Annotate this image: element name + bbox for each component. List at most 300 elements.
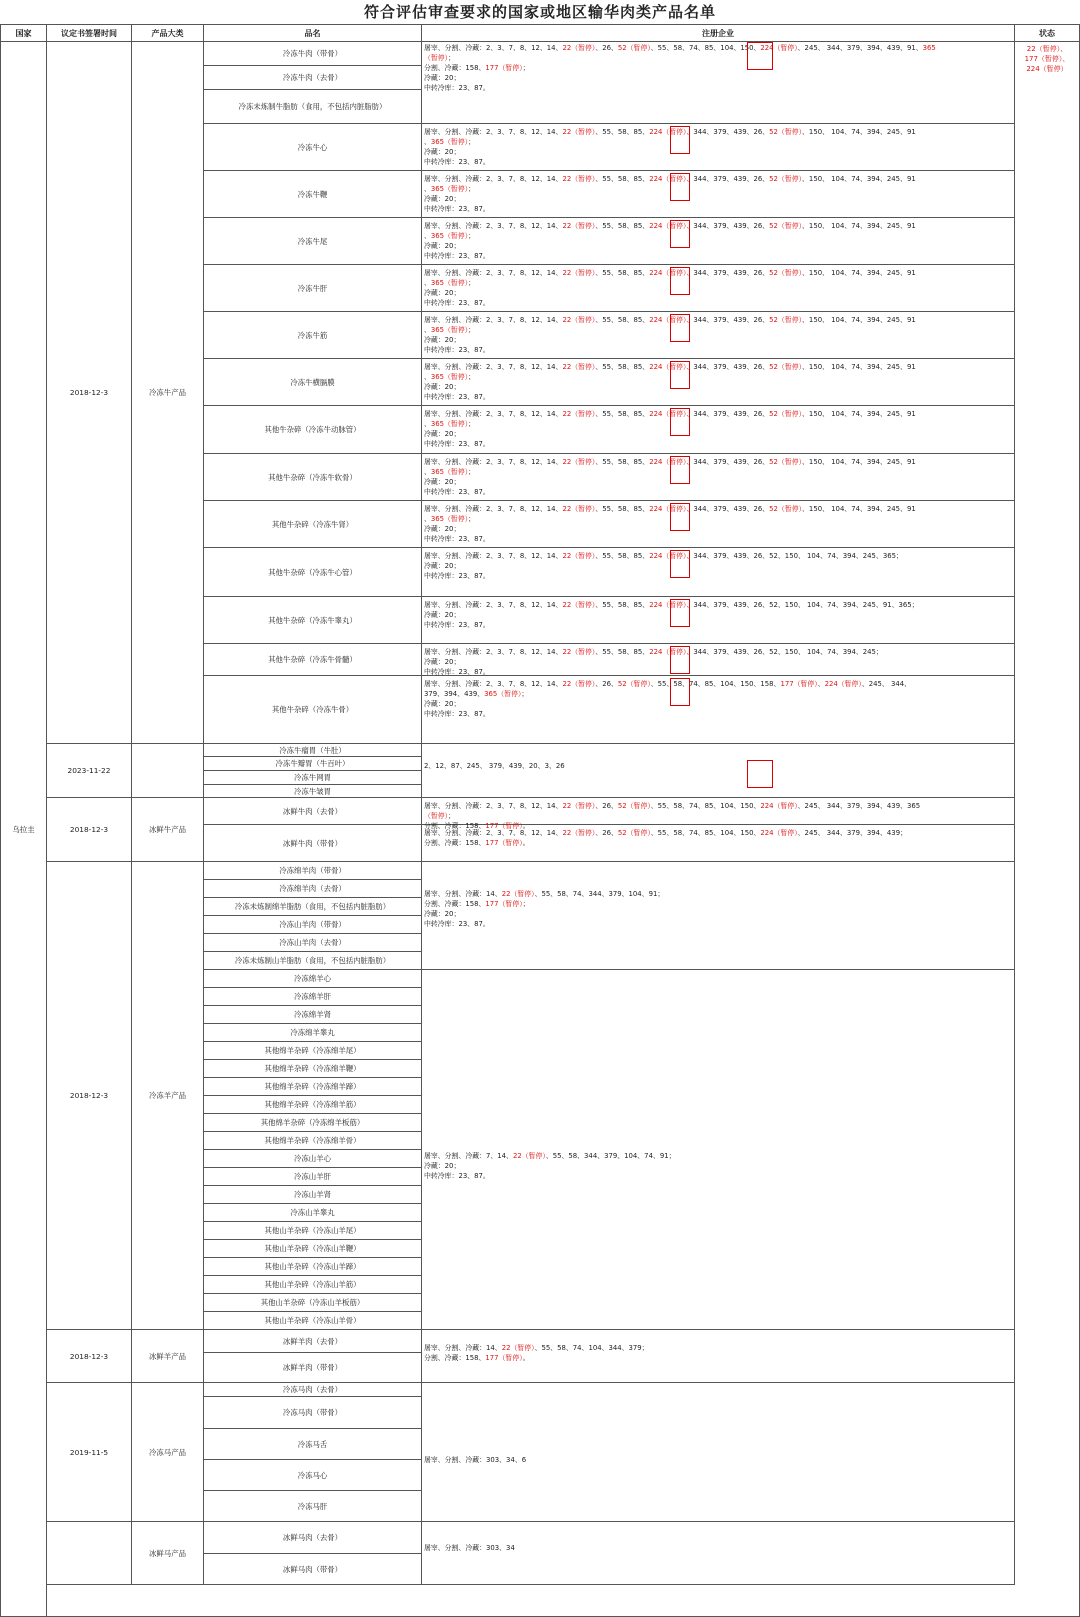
enterprise-text: 、 xyxy=(424,137,431,146)
suspended-enterprise: 177（暂停） xyxy=(485,63,523,72)
enterprise-line xyxy=(424,802,1012,812)
enterprise-cell xyxy=(422,1522,1015,1585)
product-row xyxy=(204,359,422,406)
enterprise-text: ； xyxy=(521,689,529,698)
product-name: 其他牛杂碎（冷冻牛肾） xyxy=(271,519,354,529)
product-row xyxy=(204,825,422,862)
product-row xyxy=(204,548,422,597)
enterprise-text: 中转冷库：23、87。 xyxy=(424,204,490,213)
suspended-enterprise: 22（暂停） xyxy=(562,680,596,688)
product-name: 冷冻牛网胃 xyxy=(294,773,331,782)
product-name: 冷冻绵羊肾 xyxy=(294,1010,331,1019)
product-row xyxy=(204,1222,422,1240)
suspended-enterprise: 52（暂停） xyxy=(617,680,651,688)
product-name: 其他牛杂碎（冷冻牛软骨） xyxy=(268,472,357,482)
enterprise-cell xyxy=(422,676,1015,744)
product-name: 冷冻马舌 xyxy=(297,1439,328,1449)
enterprise-text: 、344、379、439、26、52、150、 104、74、394、245； xyxy=(686,648,883,656)
category-cell xyxy=(132,744,204,798)
enterprise-text: 、150、 104、74、394、245、91 xyxy=(802,410,916,418)
enterprise-text: 中转冷库：23、87。 xyxy=(424,571,490,580)
suspended-enterprise: 52（暂停） xyxy=(617,802,651,810)
product-name: 其他绵羊杂碎（冷冻绵羊骨） xyxy=(264,1136,361,1145)
enterprise-text: 中转冷库：23、87。 xyxy=(424,83,490,92)
enterprise-cell xyxy=(422,218,1015,265)
product-row xyxy=(204,1460,422,1491)
product-row xyxy=(204,1078,422,1096)
enterprise-text: ； xyxy=(468,372,476,381)
product-row xyxy=(204,312,422,359)
product-row xyxy=(204,970,422,988)
enterprise-text: 屠宰、分割、冷藏：303、34 xyxy=(424,1544,515,1552)
enterprise-cell xyxy=(422,454,1015,501)
enterprise-cell xyxy=(422,744,1015,798)
product-row xyxy=(204,1060,422,1078)
enterprise-text: 冷藏：20； xyxy=(424,909,461,918)
enterprise-line xyxy=(424,535,1012,545)
signing-date: 2018-12-3 xyxy=(69,1091,109,1100)
enterprise-line xyxy=(424,710,1012,720)
product-row xyxy=(204,1554,422,1585)
product-name: 其他绵羊杂碎（冷冻绵羊蹄） xyxy=(264,1082,361,1091)
enterprise-line xyxy=(424,829,1012,839)
enterprise-line xyxy=(424,279,1012,289)
enterprise-text: 屠宰、分割、冷藏：2、3、7、8、12、14、 xyxy=(424,316,563,324)
enterprise-text: 、55、58、74、344、379、104、91； xyxy=(534,890,665,898)
product-name: 冷冻马肉（带骨） xyxy=(282,1408,343,1417)
enterprise-line xyxy=(424,920,1012,930)
enterprise-line xyxy=(424,232,1012,242)
enterprise-cell xyxy=(422,644,1015,676)
enterprise-line xyxy=(424,680,1012,690)
enterprise-line xyxy=(424,910,1012,920)
enterprise-line xyxy=(424,336,1012,346)
enterprise-text: 、26、 xyxy=(595,829,618,837)
enterprise-text: 屠宰、分割、冷藏：2、3、7、8、12、14、 xyxy=(424,222,563,230)
product-name: 其他牛杂碎（冷冻牛动脉管） xyxy=(264,425,361,434)
enterprise-line xyxy=(424,430,1012,440)
product-name: 冷冻牛肉（去骨） xyxy=(282,73,343,82)
enterprise-text: 中转冷库：23、87。 xyxy=(424,392,490,401)
product-row xyxy=(204,1024,422,1042)
enterprise-text: 屠宰、分割、冷藏：2、3、7、8、12、14、 xyxy=(424,601,563,609)
signing-date: 2023-11-22 xyxy=(67,766,111,775)
status-text xyxy=(1025,42,1070,74)
enterprise-line xyxy=(424,658,1012,668)
enterprise-text: 、344、379、439、26、 xyxy=(686,458,770,466)
product-row xyxy=(204,862,422,880)
highlight-box xyxy=(747,42,773,70)
enterprise-cell xyxy=(422,265,1015,312)
enterprise-line xyxy=(424,690,1012,700)
enterprise-text: 、55、58、74、104、344、379； xyxy=(534,1344,649,1352)
product-row xyxy=(204,1522,422,1554)
enterprise-cell xyxy=(422,501,1015,548)
product-name: 冷冻牛瓣胃（牛百叶） xyxy=(275,759,350,768)
enterprise-text: 、 xyxy=(424,278,431,287)
product-name: 冷冻山羊肉（带骨） xyxy=(279,920,346,929)
enterprise-text: 分割、冷藏：158、 xyxy=(424,63,486,72)
enterprise-text: 、 xyxy=(424,467,431,476)
category-name: 冰鲜牛产品 xyxy=(149,825,186,834)
category-cell xyxy=(132,862,204,1330)
enterprise-line xyxy=(424,148,1012,158)
enterprise-line xyxy=(424,458,1012,468)
enterprise-text: 、55、58、74、85、104、150、158、 xyxy=(650,680,781,688)
enterprise-cell xyxy=(422,825,1015,862)
enterprise-text: 中转冷库：23、87。 xyxy=(424,919,490,928)
product-name: 其他绵羊杂碎（冷冻绵羊板筋） xyxy=(260,1118,365,1127)
enterprise-text: 屠宰、分割、冷藏：2、3、7、8、12、14、 xyxy=(424,505,563,513)
enterprise-line xyxy=(424,1344,1012,1354)
enterprise-line xyxy=(424,222,1012,232)
highlight-box xyxy=(670,314,690,342)
enterprise-line xyxy=(424,468,1012,478)
date-cell xyxy=(47,1522,132,1585)
product-name: 其他山羊杂碎（冷冻山羊蹄） xyxy=(264,1262,361,1271)
enterprise-text: 、344、379、439、26、 xyxy=(686,175,770,183)
enterprise-text: 、150、 104、74、394、245、91 xyxy=(802,222,916,230)
enterprise-line xyxy=(424,74,1012,84)
category-cell xyxy=(132,1330,204,1383)
suspended-enterprise: 365（暂停） xyxy=(484,689,522,698)
enterprise-text: 、344、379、439、26、52、150、 104、74、394、245、365； xyxy=(686,552,903,560)
category-cell xyxy=(132,42,204,744)
suspended-enterprise: 365（暂停） xyxy=(430,514,469,523)
enterprise-text: 冷藏：20； xyxy=(424,241,461,250)
suspended-enterprise: 22（暂停） xyxy=(562,829,596,837)
suspended-enterprise: 224（暂停） xyxy=(649,363,687,371)
enterprise-text: 、245、 344、379、394、439、91、 xyxy=(797,44,923,52)
enterprise-cell xyxy=(422,798,1015,830)
product-name: 冷冻山羊肝 xyxy=(294,1172,331,1181)
product-name: 其他牛杂碎（冷冻牛骨） xyxy=(271,705,354,714)
product-name: 冷冻未炼制绵羊脂肪（食用，不包括内脏脂肪） xyxy=(234,902,391,911)
product-name: 其他山羊杂碎（冷冻山羊筋） xyxy=(264,1280,361,1289)
enterprise-text: 、344、379、439、26、52、150、 104、74、394、245、91、365； xyxy=(686,601,919,609)
enterprise-text: 屠宰、分割、冷藏：7、14、 xyxy=(424,1152,513,1160)
enterprise-text: 冷藏：20； xyxy=(424,561,461,570)
enterprise-text: 379、394、439、 xyxy=(424,689,485,698)
product-name: 其他山羊杂碎（冷冻山羊板筋） xyxy=(260,1298,365,1307)
product-row xyxy=(204,952,422,970)
enterprise-text: ； xyxy=(468,278,476,287)
suspended-enterprise: 52（暂停） xyxy=(769,128,803,136)
product-row xyxy=(204,785,422,798)
enterprise-cell xyxy=(422,970,1015,1330)
product-row xyxy=(204,1096,422,1114)
header-enterprises: 注册企业 xyxy=(422,24,1015,42)
enterprise-line xyxy=(424,252,1012,262)
enterprise-text: 、344、379、439、26、 xyxy=(686,222,770,230)
suspended-enterprise: 22（暂停） xyxy=(562,363,596,371)
enterprise-text: 屠宰、分割、冷藏：303、34、6 xyxy=(424,1456,527,1464)
enterprise-line xyxy=(424,762,1012,772)
category-name: 冷冻牛产品 xyxy=(149,388,186,397)
enterprise-text: 、55、58、85、 xyxy=(595,601,650,609)
suspended-enterprise: 22（暂停） xyxy=(562,458,596,466)
enterprise-text: 中转冷库：23、87。 xyxy=(424,298,490,307)
suspended-enterprise: 224（暂停） xyxy=(649,458,687,466)
enterprise-text: 冷藏：20； xyxy=(424,610,461,619)
enterprise-text: 、 xyxy=(424,231,431,240)
enterprise-text: 、344、379、439、26、 xyxy=(686,128,770,136)
suspended-enterprise: 365（暂停） xyxy=(430,419,469,428)
product-name: 冷冻牛肝 xyxy=(297,283,328,293)
signing-date: 2019-11-5 xyxy=(69,1447,109,1457)
product-name: 冷冻未炼制牛脂肪（食用，不包括内脏脂肪） xyxy=(238,102,387,111)
highlight-box xyxy=(670,126,690,154)
enterprise-line xyxy=(424,488,1012,498)
product-row xyxy=(204,988,422,1006)
enterprise-text: 、26、 xyxy=(595,802,618,810)
enterprise-text: 、 xyxy=(817,680,825,688)
enterprise-text: 屠宰、分割、冷藏：2、3、7、8、12、14、 xyxy=(424,269,563,277)
enterprise-line xyxy=(424,326,1012,336)
suspended-enterprise: 224（暂停） xyxy=(649,410,687,418)
enterprise-text: 、 xyxy=(424,372,431,381)
suspended-enterprise: 224（暂停） xyxy=(649,269,687,277)
product-name: 冰鲜羊肉（去骨） xyxy=(282,1336,343,1346)
enterprise-text: 、26、 xyxy=(595,44,618,52)
enterprise-text: 、344、379、439、26、 xyxy=(686,505,770,513)
product-name: 冷冻马肉（去骨） xyxy=(282,1385,343,1394)
signing-date: 2018-12-3 xyxy=(69,1351,109,1361)
enterprise-cell xyxy=(422,1330,1015,1383)
product-row xyxy=(204,1258,422,1276)
product-row xyxy=(204,66,422,90)
enterprise-text: 、55、58、74、85、104、150、 xyxy=(650,829,761,837)
enterprise-text: ； xyxy=(522,63,530,72)
suspended-enterprise: 365（暂停） xyxy=(430,137,469,146)
product-row xyxy=(204,1330,422,1353)
enterprise-text: 、 xyxy=(424,184,431,193)
product-name: 冷冻绵羊睾丸 xyxy=(290,1028,335,1037)
suspended-enterprise: （暂停） xyxy=(424,811,449,820)
enterprise-line xyxy=(424,195,1012,205)
enterprise-line xyxy=(424,621,1012,631)
suspended-enterprise: 365（暂停） xyxy=(430,278,469,287)
country-name: 乌拉圭 xyxy=(12,824,35,834)
enterprise-text: 、150、 104、74、394、245、91 xyxy=(802,316,916,324)
enterprise-text: 屠宰、分割、冷藏：2、3、7、8、12、14、 xyxy=(424,680,563,688)
enterprise-text: 、245、 344、379、394、439、365 xyxy=(797,802,921,810)
enterprise-text: 中转冷库：23、87。 xyxy=(424,251,490,260)
product-row xyxy=(204,454,422,501)
product-row xyxy=(204,1150,422,1168)
product-row xyxy=(204,644,422,676)
signing-date: 2018-12-3 xyxy=(69,388,109,397)
enterprise-line xyxy=(424,1544,1012,1554)
enterprise-text: 冷藏：20； xyxy=(424,477,461,486)
enterprise-line xyxy=(424,1172,1012,1182)
enterprise-cell xyxy=(422,312,1015,359)
enterprise-cell xyxy=(422,597,1015,644)
enterprise-line xyxy=(424,175,1012,185)
highlight-box xyxy=(670,456,690,484)
enterprise-text: 、55、58、85、 xyxy=(595,648,650,656)
enterprise-line xyxy=(424,185,1012,195)
suspended-enterprise: 22（暂停） xyxy=(512,1152,546,1160)
suspended-enterprise: 224（暂停） xyxy=(760,802,798,810)
enterprise-cell xyxy=(422,862,1015,970)
product-name: 其他牛杂碎（冷冻牛骨髓） xyxy=(268,655,357,664)
enterprise-text: 分割、冷藏：158、 xyxy=(424,838,486,847)
product-row xyxy=(204,265,422,312)
enterprise-text: 屠宰、分割、冷藏：2、3、7、8、12、14、 xyxy=(424,363,563,371)
enterprise-text: 中转冷库：23、87。 xyxy=(424,487,490,496)
product-name: 冰鲜羊肉（带骨） xyxy=(282,1363,343,1372)
product-name: 冷冻山羊睾丸 xyxy=(290,1208,335,1217)
enterprise-line xyxy=(424,505,1012,515)
suspended-enterprise: 52（暂停） xyxy=(617,829,651,837)
suspended-enterprise: 22（暂停） xyxy=(562,552,596,560)
enterprise-text: 屠宰、分割、冷藏：2、3、7、8、12、14、 xyxy=(424,648,563,656)
product-name: 冷冻牛鞭 xyxy=(297,189,328,199)
enterprise-text: 中转冷库：23、87。 xyxy=(424,620,490,629)
product-row xyxy=(204,898,422,916)
enterprise-line xyxy=(424,552,1012,562)
product-name: 冰鲜马肉（带骨） xyxy=(282,1564,343,1574)
enterprise-text: 2、12、87、245、 379、439、20、3、26 xyxy=(424,762,565,770)
header-product: 品名 xyxy=(204,24,422,42)
suspended-enterprise: 22（暂停） xyxy=(562,505,596,513)
suspended-enterprise: 52（暂停） xyxy=(769,505,803,513)
date-cell xyxy=(47,744,132,798)
suspended-enterprise: 22（暂停） xyxy=(562,601,596,609)
suspended-enterprise: 22（暂停） xyxy=(562,222,596,230)
enterprise-text: 、55、58、85、 xyxy=(595,128,650,136)
enterprise-line xyxy=(424,1152,1012,1162)
product-row xyxy=(204,798,422,825)
enterprise-cell xyxy=(422,406,1015,454)
enterprise-text: 冷藏：20； xyxy=(424,147,461,156)
product-name: 其他绵羊杂碎（冷冻绵羊筋） xyxy=(264,1100,361,1109)
enterprise-text: 冷藏：20； xyxy=(424,382,461,391)
enterprise-line xyxy=(424,289,1012,299)
suspended-enterprise: 22（暂停） xyxy=(562,44,596,52)
enterprise-text: 分割、冷藏：158、 xyxy=(424,1353,486,1362)
product-name: 冷冻绵羊肉（带骨） xyxy=(279,866,346,875)
enterprise-line xyxy=(424,373,1012,383)
enterprise-text: 、 xyxy=(424,419,431,428)
enterprise-text: 。 xyxy=(522,1353,530,1362)
enterprise-text: 冷藏：20； xyxy=(424,1161,461,1170)
product-row xyxy=(204,771,422,785)
enterprise-text: 屠宰、分割、冷藏：14、 xyxy=(424,1344,502,1352)
product-name: 冷冻牛横膈膜 xyxy=(290,377,335,387)
product-row xyxy=(204,880,422,898)
suspended-enterprise: 22（暂停） xyxy=(562,269,596,277)
date-cell xyxy=(47,42,132,744)
suspended-enterprise: 224（暂停） xyxy=(649,648,687,656)
category-cell xyxy=(132,1522,204,1585)
enterprise-line xyxy=(424,420,1012,430)
product-row xyxy=(204,1491,422,1522)
enterprise-text: 、150、 104、74、394、245、91 xyxy=(802,269,916,277)
enterprise-text: 冷藏：20； xyxy=(424,194,461,203)
enterprise-text: 分割、冷藏：158、 xyxy=(424,899,486,908)
enterprise-line xyxy=(424,84,1012,94)
enterprise-line xyxy=(424,346,1012,356)
enterprise-text: ； xyxy=(448,811,456,820)
enterprise-text: ； xyxy=(448,53,456,62)
product-name: 冷冻绵羊心 xyxy=(294,974,331,983)
status-line: 224（暂停） xyxy=(1026,65,1068,73)
enterprise-line xyxy=(424,299,1012,309)
highlight-box xyxy=(670,220,690,248)
product-row xyxy=(204,1294,422,1312)
enterprise-text: 、55、58、85、 xyxy=(595,363,650,371)
product-name: 冰鲜马肉（去骨） xyxy=(282,1533,343,1542)
date-cell xyxy=(47,798,132,862)
enterprise-line xyxy=(424,812,1012,822)
product-row xyxy=(204,90,422,124)
date-cell xyxy=(47,862,132,1330)
product-name: 冰鲜牛肉（去骨） xyxy=(282,806,343,816)
enterprise-line xyxy=(424,410,1012,420)
product-name: 其他山羊杂碎（冷冻山羊骨） xyxy=(264,1316,361,1325)
enterprise-text: 、344、379、439、26、 xyxy=(686,410,770,418)
enterprise-text: 、55、58、85、 xyxy=(595,410,650,418)
enterprise-text: 冷藏：20； xyxy=(424,657,461,666)
suspended-enterprise: 22（暂停） xyxy=(562,316,596,324)
enterprise-text: ； xyxy=(468,419,476,428)
enterprise-line xyxy=(424,138,1012,148)
enterprise-line xyxy=(424,700,1012,710)
product-row xyxy=(204,757,422,771)
product-name: 其他山羊杂碎（冷冻山羊尾） xyxy=(264,1226,361,1235)
product-row xyxy=(204,1042,422,1060)
suspended-enterprise: 22（暂停） xyxy=(562,802,596,810)
header-category: 产品大类 xyxy=(132,24,204,42)
highlight-box xyxy=(670,173,690,201)
enterprise-text: 屠宰、分割、冷藏：2、3、7、8、12、14、 xyxy=(424,410,563,418)
enterprise-text: 、55、58、85、 xyxy=(595,269,650,277)
enterprise-line xyxy=(424,54,1012,64)
page-title: 符合评估审查要求的国家或地区输华肉类产品名单 xyxy=(363,3,716,21)
header-status: 状态 xyxy=(1015,24,1080,42)
product-name: 冷冻马心 xyxy=(297,1470,328,1480)
enterprise-text: ； xyxy=(522,899,530,908)
category-name: 冷冻羊产品 xyxy=(149,1091,186,1100)
product-row xyxy=(204,1168,422,1186)
enterprise-line xyxy=(424,128,1012,138)
enterprise-text: 屠宰、分割、冷藏：14、 xyxy=(424,890,502,898)
product-row xyxy=(204,744,422,757)
suspended-enterprise: 365（暂停） xyxy=(430,467,469,476)
highlight-box xyxy=(670,599,690,627)
product-row xyxy=(204,1132,422,1150)
suspended-enterprise: 177（暂停） xyxy=(485,821,523,830)
product-name: 其他绵羊杂碎（冷冻绵羊尾） xyxy=(264,1046,361,1055)
enterprise-text: 屠宰、分割、冷藏：2、3、7、8、12、14、 xyxy=(424,802,563,810)
enterprise-text: 中转冷库：23、87。 xyxy=(424,1171,490,1180)
product-name: 冷冻马肝 xyxy=(297,1501,328,1511)
product-name: 其他牛杂碎（冷冻牛睾丸） xyxy=(268,615,357,625)
enterprise-line xyxy=(424,562,1012,572)
product-row xyxy=(204,1006,422,1024)
enterprise-line xyxy=(424,1456,1012,1466)
product-name: 冷冻牛瘤胃（牛肚） xyxy=(279,745,346,755)
product-row xyxy=(204,1240,422,1258)
product-row xyxy=(204,171,422,218)
product-row xyxy=(204,1186,422,1204)
product-name: 其他山羊杂碎（冷冻山羊鞭） xyxy=(264,1244,361,1253)
suspended-enterprise: 177（暂停） xyxy=(485,838,523,847)
suspended-enterprise: 224（暂停） xyxy=(649,601,687,609)
enterprise-text: 屠宰、分割、冷藏：2、3、7、8、12、14、 xyxy=(424,175,563,183)
